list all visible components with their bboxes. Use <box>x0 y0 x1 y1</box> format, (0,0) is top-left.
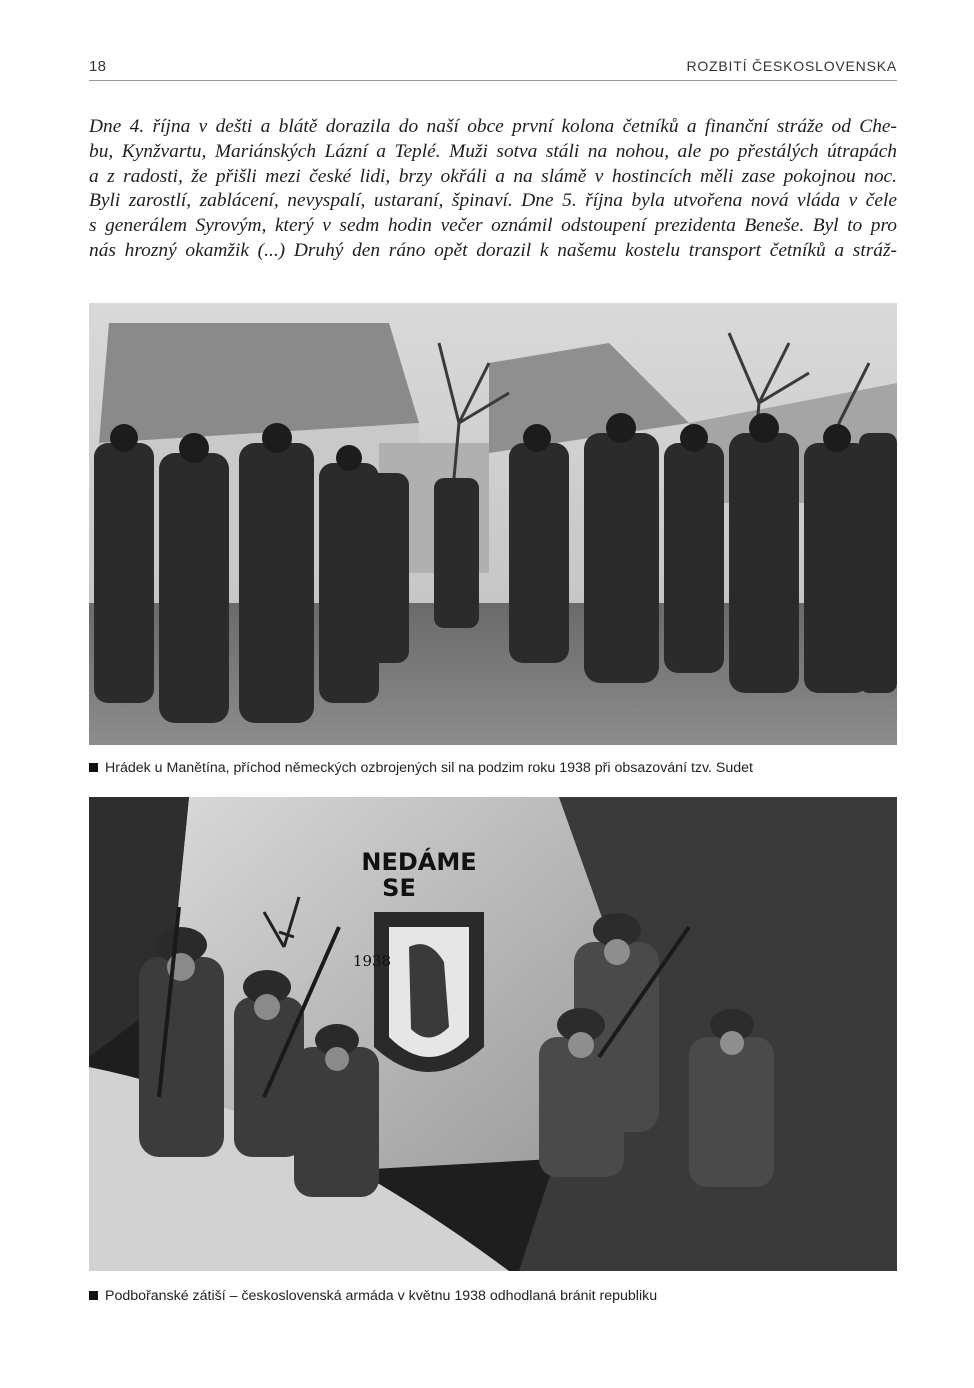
wall-year: 1938 <box>352 952 392 970</box>
photo-caption <box>89 1288 657 1304</box>
caption-text: Podbořanské zátiší – československá armáda v květnu 1938 odhodlaná bránit republiku <box>105 1288 658 1304</box>
caption-text: Hrádek u Manětína, příchod německých ozbrojených sil na podzim roku 1938 při obsazování tzv. Sudet <box>105 760 753 776</box>
text-line: bu, Kynžvartu, Mariánských Lázní a Teplé. Muži sotva stáli na nohou, ale po přestálých útrapách <box>89 140 897 162</box>
body-paragraph <box>89 115 897 264</box>
text-line: s generálem Syrovým, který v sedm hodin večer oznámil odstoupení prezidenta Beneše. Byl to pro <box>89 215 897 237</box>
wall-text-line2: SE <box>382 874 416 902</box>
wall-text-line1: NEDÁME <box>361 848 477 876</box>
photo-village-soldiers <box>89 303 897 745</box>
text-line: Dne 4. října v dešti a blátě dorazila do naší obce první kolona četníků a finanční stráže od Che- <box>89 116 897 137</box>
caption-bullet-icon <box>89 763 98 772</box>
photo-caption <box>89 760 753 776</box>
page-header <box>89 54 897 81</box>
text-line: a z radosti, že přišli mezi české lidi, brzy okřáli a na slámě v hostincích měli zase pokojnou noc. <box>89 165 897 187</box>
photo-army-rock <box>89 797 897 1271</box>
running-title: ROZBITÍ ČESKOSLOVENSKA <box>686 58 897 74</box>
caption-bullet-icon <box>89 1291 98 1300</box>
text-line: Byli zarostlí, zablácení, nevyspalí, ustaraní, špinaví. Dne 5. října byla utvořena nová vláda v čele <box>89 190 897 212</box>
text-line: nás hrozný okamžik (...) Druhý den ráno opět dorazil k našemu kostelu transport četníků a stráž- <box>89 239 897 261</box>
page-number: 18 <box>89 58 107 75</box>
